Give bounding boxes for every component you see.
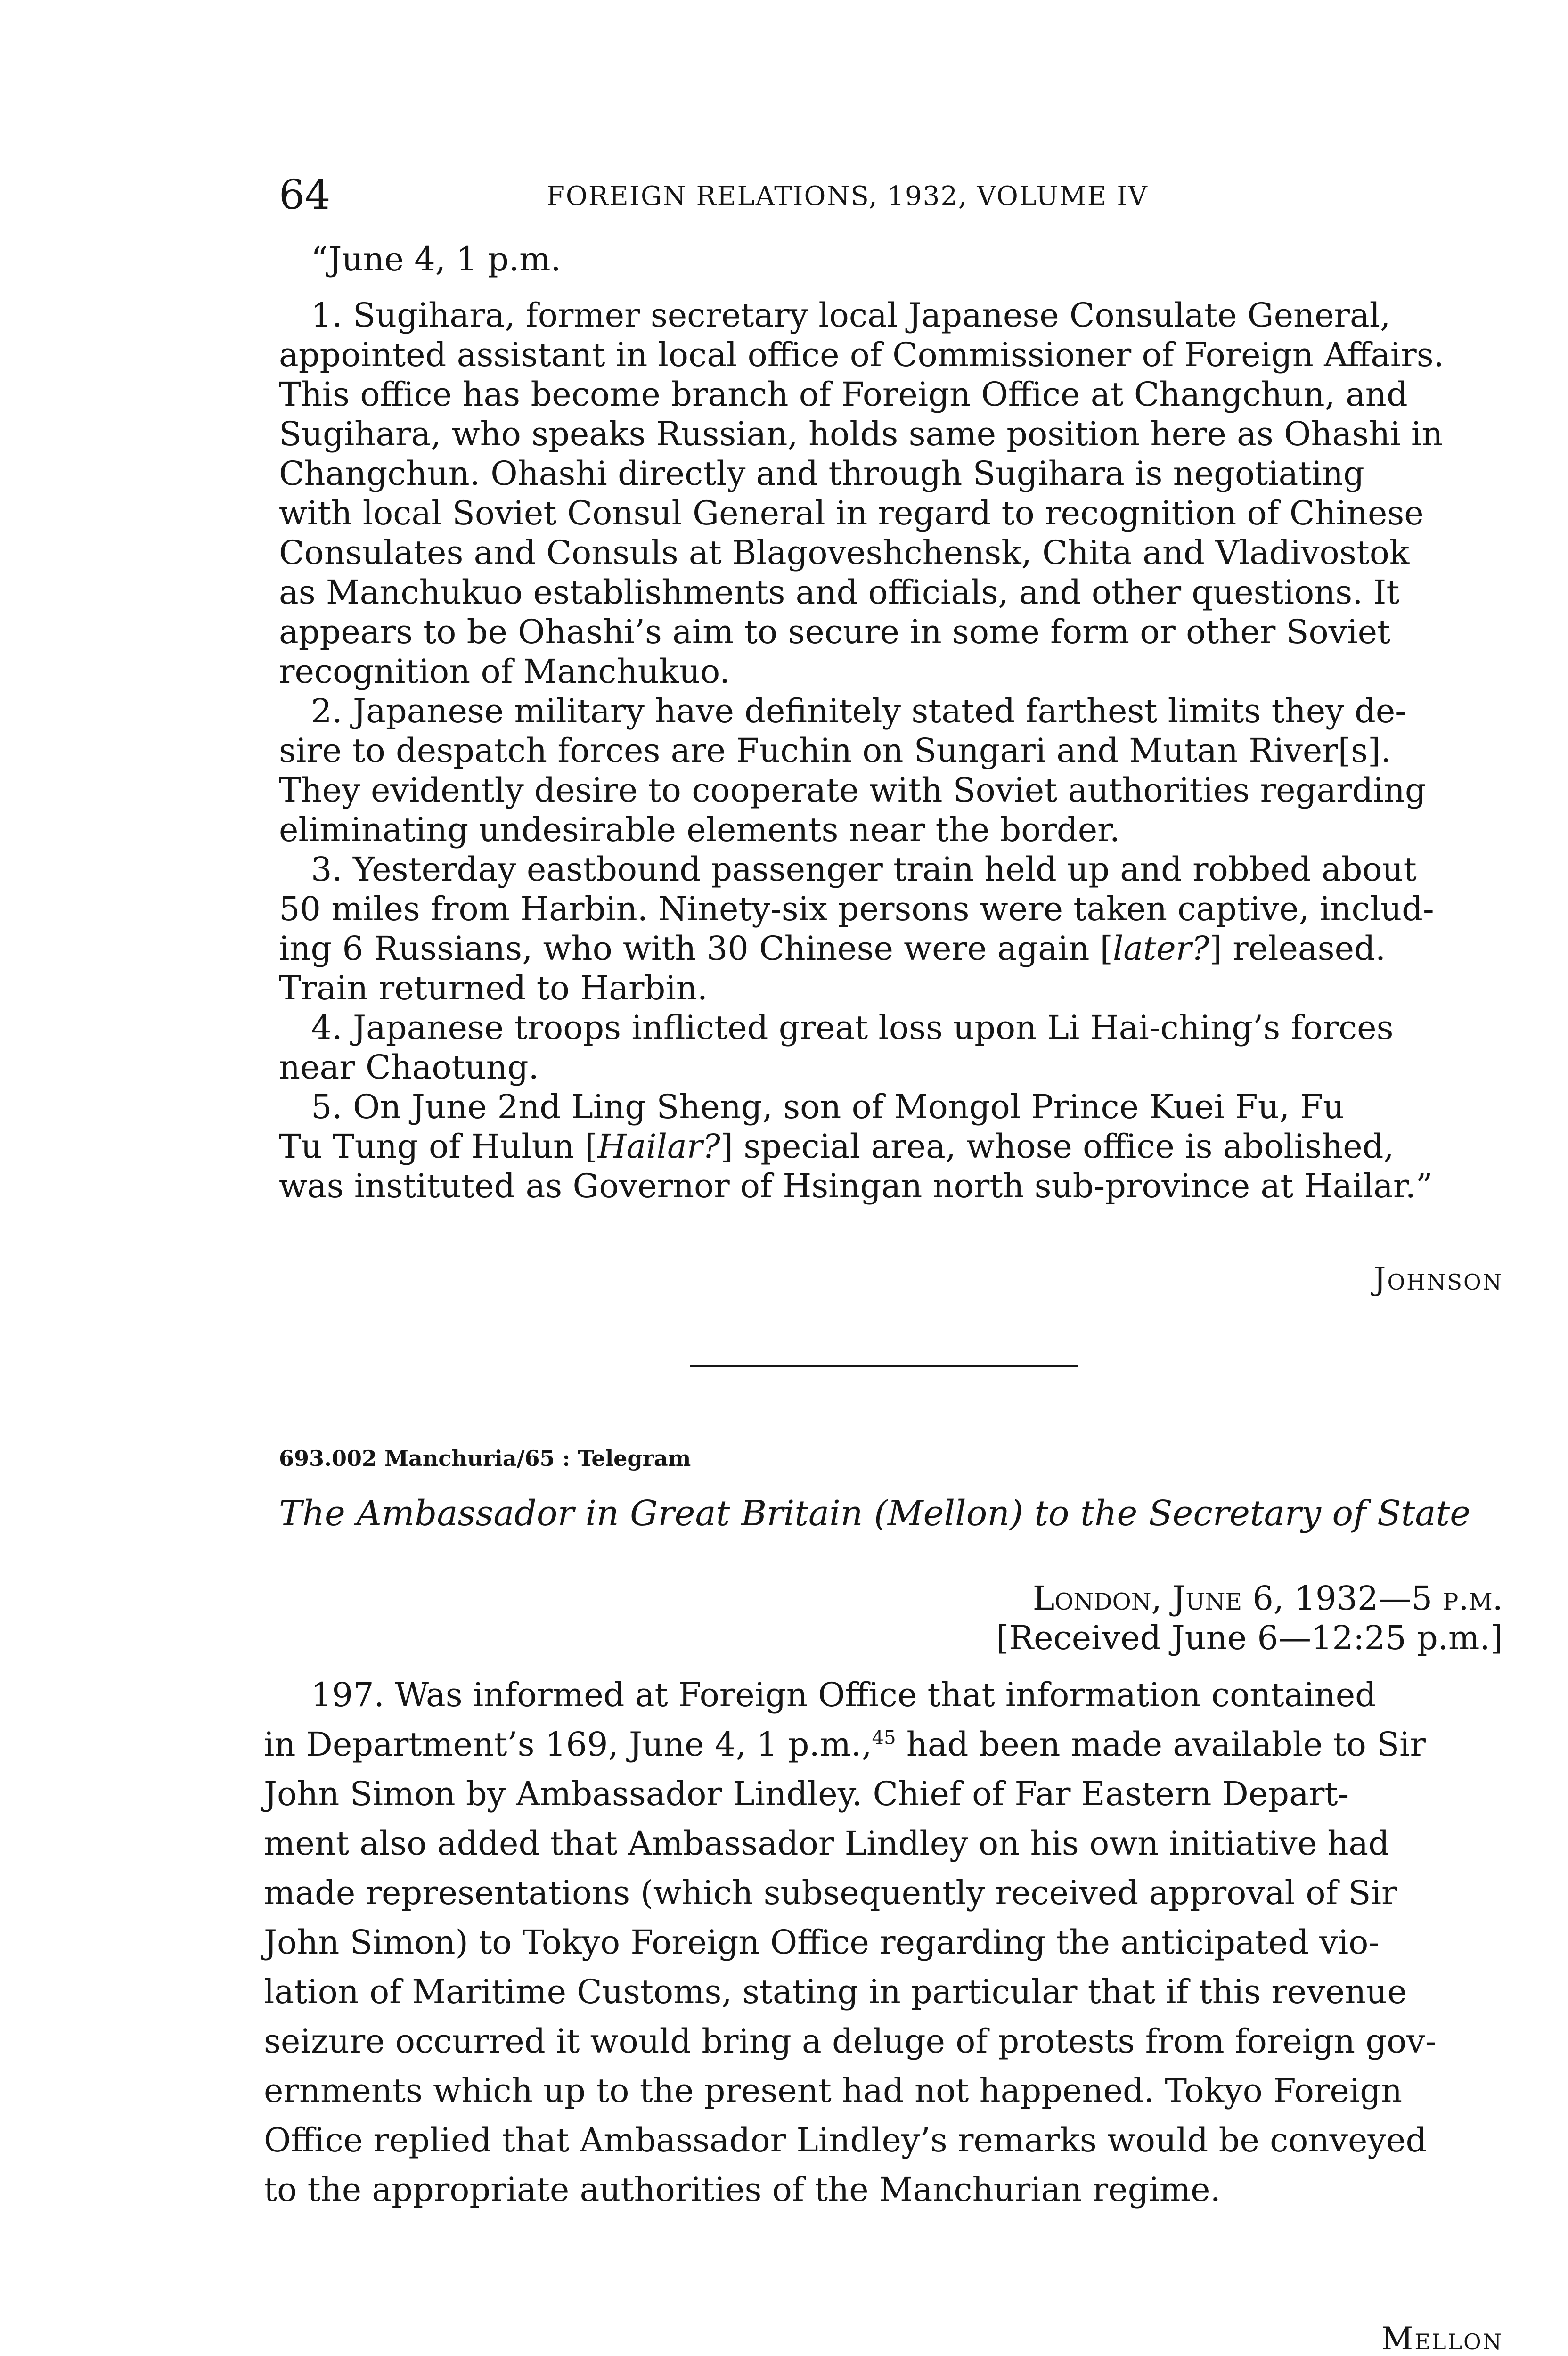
text-line: 2. Japanese military have definitely stated farthest limits they de- <box>311 692 1406 730</box>
text-line: eliminating undesirable elements near the border. <box>279 810 1120 849</box>
text-line: Sugihara, who speaks Russian, holds same position here as Ohashi in <box>279 415 1443 453</box>
editorial-insertion: Hailar? <box>597 1127 720 1166</box>
place-date: London, June 6, 1932—5 p.m. <box>1032 1579 1503 1618</box>
text-segment: Tu Tung of Hulun [ <box>279 1127 598 1166</box>
text-line: John Simon by Ambassador Lindley. Chief of Far Eastern Depart- <box>264 1775 1349 1813</box>
text-line: made representations (which subsequently received approval of Sir <box>264 1873 1397 1912</box>
text-line: near Chaotung. <box>279 1048 539 1087</box>
text-line: John Simon) to Tokyo Foreign Office regarding the anticipated vio- <box>264 1923 1380 1962</box>
page-number: 64 <box>279 172 331 219</box>
text-line <box>264 1725 1426 1764</box>
text-line: 50 miles from Harbin. Ninety-six persons were taken captive, includ- <box>279 890 1434 928</box>
text-line: Changchun. Ohashi directly and through Sugihara is negotiating <box>279 454 1364 493</box>
text-line: 1. Sugihara, former secretary local Japanese Consulate General, <box>311 296 1391 335</box>
text-line: recognition of Manchukuo. <box>279 652 730 691</box>
running-title: FOREIGN RELATIONS, 1932, VOLUME IV <box>547 181 1148 212</box>
text-line: Consulates and Consuls at Blagoveshchensk, Chita and Vladivostok <box>279 533 1410 572</box>
text-line: seizure occurred it would bring a deluge of protests from foreign gov- <box>264 2022 1437 2061</box>
editorial-insertion: later? <box>1113 929 1209 968</box>
text-line: Train returned to Harbin. <box>279 969 708 1007</box>
text-line: ment also added that Ambassador Lindley on his own initiative had <box>264 1824 1389 1863</box>
text-line: They evidently desire to cooperate with Soviet authorities regarding <box>279 771 1426 810</box>
signature-mellon: Mellon <box>1381 2321 1503 2356</box>
file-reference: 693.002 Manchuria/65 : Telegram <box>279 1446 691 1471</box>
text-line: as Manchukuo establishments and officials, and other questions. It <box>279 573 1400 612</box>
text-line: 4. Japanese troops inflicted great loss upon Li Hai-ching’s forces <box>311 1008 1394 1047</box>
text-line <box>279 929 1386 968</box>
text-line: 197. Was informed at Foreign Office that information contained <box>311 1676 1376 1714</box>
text-segment: in Department’s 169, June 4, 1 p.m., <box>264 1725 872 1764</box>
text-line: This office has become branch of Foreign Office at Changchun, and <box>279 375 1408 414</box>
text-line: 5. On June 2nd Ling Sheng, son of Mongol Prince Kuei Fu, Fu <box>311 1088 1345 1126</box>
text-line: was instituted as Governor of Hsingan north sub-province at Hailar.” <box>279 1167 1433 1205</box>
section-divider <box>690 1365 1078 1367</box>
text-segment: ing 6 Russians, who with 30 Chinese were again [ <box>279 929 1113 968</box>
signature-johnson: Johnson <box>1373 1261 1503 1297</box>
footnote-reference: 45 <box>872 1727 896 1749</box>
text-line: 3. Yesterday eastbound passenger train held up and robbed about <box>311 850 1417 889</box>
text-line: appointed assistant in local office of Commissioner of Foreign Affairs. <box>279 335 1444 374</box>
text-line: to the appropriate authorities of the Manchurian regime. <box>264 2170 1221 2209</box>
document-title: The Ambassador in Great Britain (Mellon) to the Secretary of State <box>279 1493 1471 1534</box>
text-line: “June 4, 1 p.m. <box>311 240 561 278</box>
text-segment: had been made available to Sir <box>896 1725 1426 1764</box>
received-note: [Received June 6—12:25 p.m.] <box>996 1619 1503 1657</box>
text-line <box>279 1127 1394 1166</box>
text-line: with local Soviet Consul General in regard to recognition of Chinese <box>279 494 1424 532</box>
text-segment: ] special area, whose office is abolished, <box>720 1127 1394 1166</box>
text-line: sire to despatch forces are Fuchin on Sungari and Mutan River[s]. <box>279 731 1391 770</box>
text-line: lation of Maritime Customs, stating in particular that if this revenue <box>264 1972 1407 2011</box>
text-line: Office replied that Ambassador Lindley’s remarks would be conveyed <box>264 2121 1427 2160</box>
text-line: appears to be Ohashi’s aim to secure in some form or other Soviet <box>279 613 1391 651</box>
text-segment: ] released. <box>1209 929 1386 968</box>
text-line: ernments which up to the present had not happened. Tokyo Foreign <box>264 2071 1403 2110</box>
